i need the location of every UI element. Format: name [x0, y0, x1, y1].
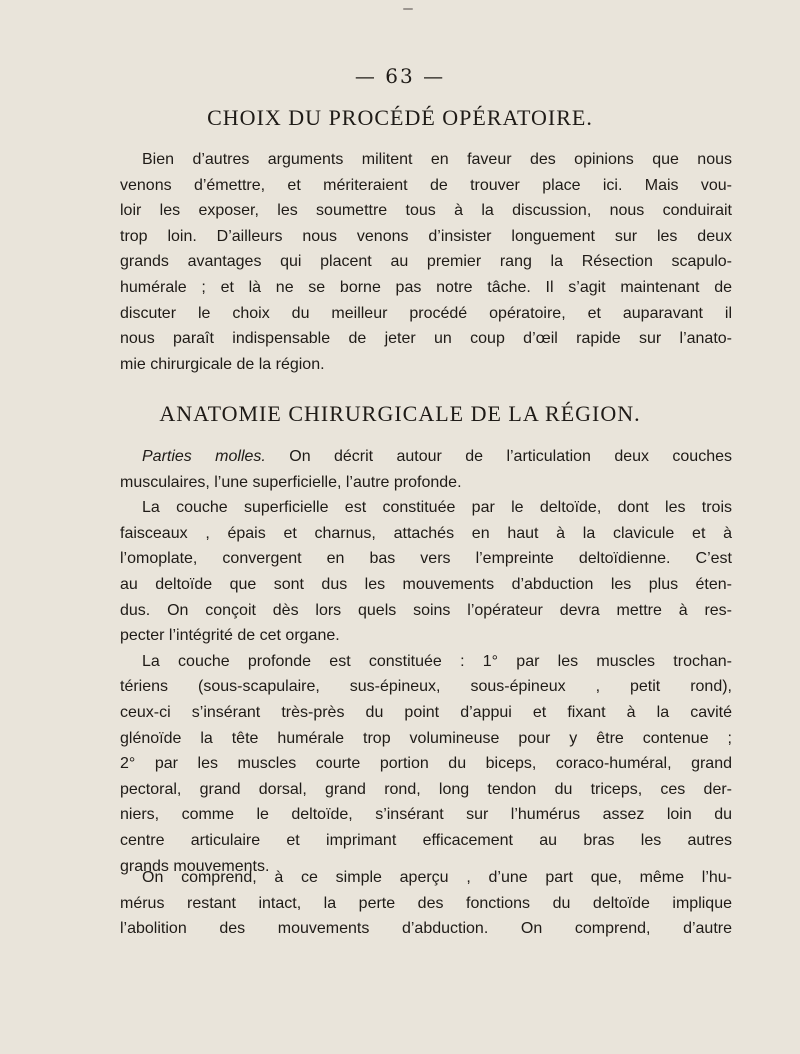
page-number: — 63 —	[354, 64, 446, 88]
italic-lead: Parties molles.	[142, 448, 266, 465]
paragraph-anatomie	[120, 444, 732, 879]
page-speck	[403, 8, 413, 10]
text-line: nous paraît indispensable de jeter un coup d’œil rapide sur l’anato-	[120, 330, 732, 348]
text-line: Bien d’autres arguments militent en faveur des opinions que nous	[142, 151, 732, 168]
text-line: pectoral, grand dorsal, grand rond, long tendon du triceps, ces der-	[120, 780, 732, 798]
text-line: centre articulaire et imprimant efficacement au bras les autres	[120, 831, 732, 849]
text-line: au deltoïde que sont dus les mouvements d’abduction les plus éten-	[120, 575, 732, 593]
text-line: dus. On conçoit dès lors quels soins l’opérateur devra mettre à res-	[120, 601, 732, 619]
text-line: grands mouvements.	[120, 857, 270, 875]
text-line: l’abolition des mouvements d’abduction. On comprend, d’autre	[120, 920, 732, 938]
text-line	[120, 444, 732, 470]
text-line: grands avantages qui placent au premier rang la Résection scapulo-	[120, 253, 732, 271]
text-line: mérus restant intact, la perte des fonctions du deltoïde implique	[120, 894, 732, 912]
text-line: ceux-ci s’insérant très-près du point d’appui et fixant à la cavité	[120, 703, 732, 721]
text-line: humérale ; et là ne se borne pas notre tâche. Il s’agit maintenant de	[120, 278, 732, 296]
text-line: l’omoplate, convergent en bas vers l’empreinte deltoïdienne. C’est	[120, 550, 732, 568]
text-line: niers, comme le deltoïde, s’insérant sur l’humérus assez loin du	[120, 806, 732, 824]
text-line: mie chirurgicale de la région.	[120, 355, 325, 373]
text-line: musculaires, l’une superficielle, l’autre profonde.	[120, 473, 462, 491]
section-title-choix: CHOIX DU PROCÉDÉ OPÉRATOIRE.	[207, 105, 593, 130]
text-line: discuter le choix du meilleur procédé opératoire, et auparavant il	[120, 304, 732, 322]
text-line: glénoïde la tête humérale trop volumineuse pour y être contenue ;	[120, 729, 732, 747]
text-line: loir les exposer, les soumettre tous à la discussion, nous conduirait	[120, 202, 732, 220]
text-line: La couche superficielle est constituée par le deltoïde, dont les trois	[142, 499, 732, 517]
text-line: La couche profonde est constituée : 1° par les muscles trochan-	[142, 652, 732, 670]
paragraph-conclusion	[120, 865, 732, 942]
text-segment: On décrit autour de l’articulation deux couches	[265, 448, 733, 465]
text-line: venons d’émettre, et mériteraient de trouver place ici. Mais vou-	[120, 176, 732, 194]
text-line: pecter l’intégrité de cet organe.	[120, 627, 340, 645]
text-line: faisceaux , épais et charnus, attachés en haut à la clavicule et à	[120, 524, 732, 542]
text-line: tériens (sous-scapulaire, sus-épineux, sous-épineux , petit rond),	[120, 678, 732, 696]
text-line: On comprend, à ce simple aperçu , d’une part que, même l’hu-	[142, 869, 732, 886]
text-line: 2° par les muscles courte portion du biceps, coraco-huméral, grand	[120, 755, 732, 773]
section-title-anatomie: ANATOMIE CHIRURGICALE DE LA RÉGION.	[159, 401, 641, 426]
paragraph-choix	[120, 147, 732, 377]
text-line: trop loin. D’ailleurs nous venons d’insister longuement sur les deux	[120, 227, 732, 245]
